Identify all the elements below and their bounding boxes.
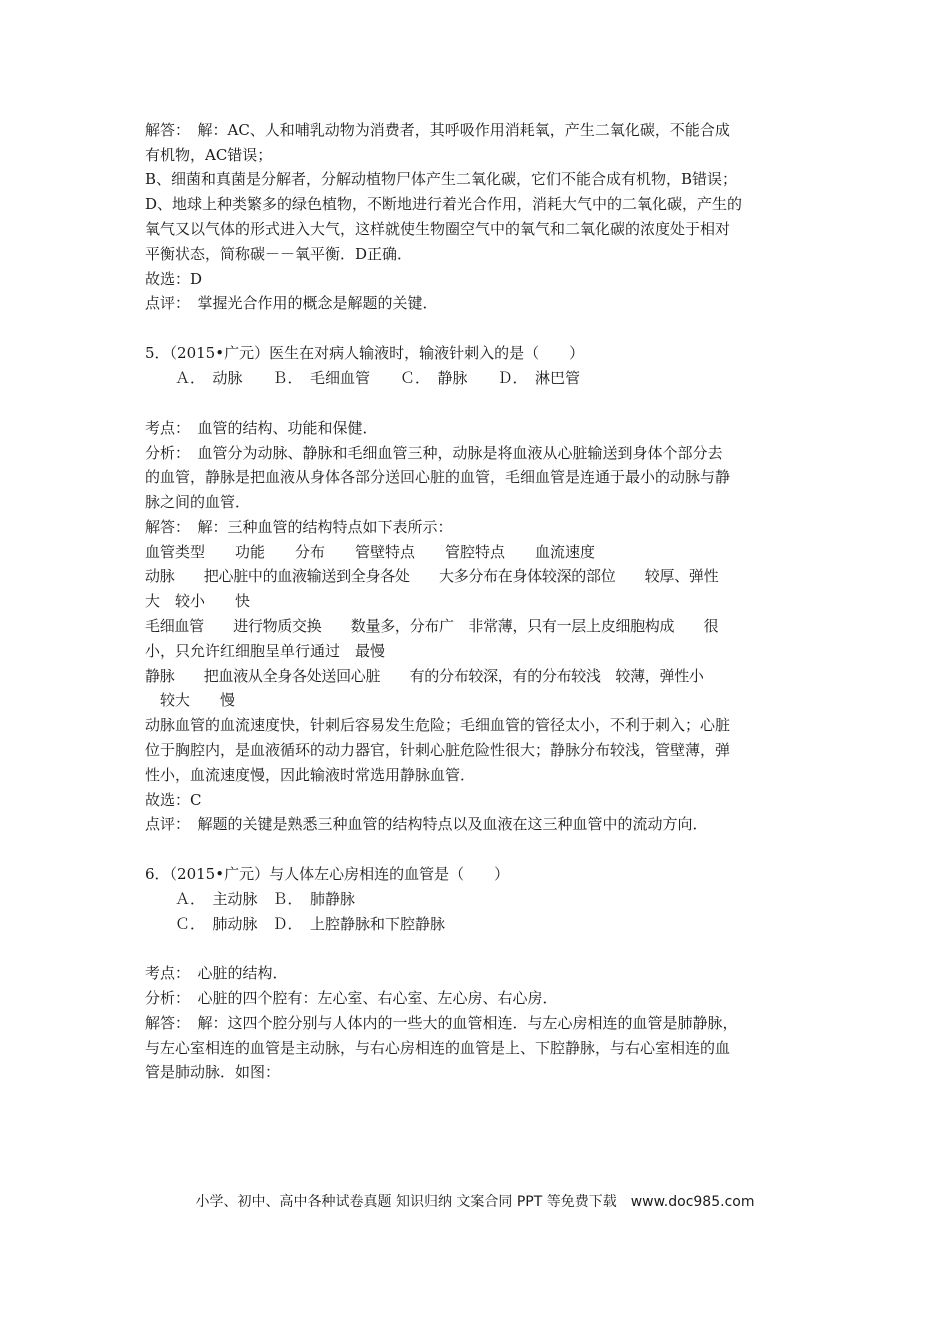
q4-solution-line-1: 解答： 解：AC、人和哺乳动物为消费者，其呼吸作用消耗氧，产生二氧化碳，不能合成 [145,121,730,139]
q4-solution-line-2: 有机物，AC错误； [145,146,273,164]
q5-answer: 故选：C [145,791,202,809]
q4-option-d-line-3: 平衡状态，简称碳－－氧平衡．D正确． [145,245,413,263]
q5-explanation-line-3: 性小，血流速度慢，因此输液时常选用静脉血管． [145,766,476,784]
q6-analysis: 分析： 心脏的四个腔有：左心室、右心室、左心房、右心房． [145,989,558,1007]
q5-table-capillary-line-2: 小，只允许红细胞呈单行通过 最慢 [145,642,386,660]
q5-analysis-line-3: 脉之间的血管． [145,493,251,511]
page-footer: 小学、初中、高中各种试卷真题 知识归纳 文案合同 PPT 等免费下载 www.doc985.com [195,1194,755,1210]
q4-answer: 故选：D [145,270,203,288]
q5-table-vein-line-1: 静脉 把血液从全身各处送回心脏 有的分布较深，有的分布较浅 较薄，弹性小 [145,667,704,685]
q5-solution: 解答： 解：三种血管的结构特点如下表所示： [145,518,453,536]
q5-options: Ａ． 动脉 Ｂ． 毛细血管 Ｃ． 静脉 Ｄ． 淋巴管 [175,369,581,387]
q5-table-artery-line-2: 大 较小 快 [145,592,251,610]
q6-solution-line-2: 与左心室相连的血管是主动脉，与右心房相连的血管是上、下腔静脉，与右心室相连的血 [145,1039,731,1057]
q5-analysis-line-2: 的血管，静脉是把血液从身体各部分送回心脏的血管，毛细血管是连通于最小的动脉与静 [145,468,731,486]
q4-option-d-line-2: 氧气又以气体的形式进入大气，这样就使生物圈空气中的氧气和二氧化碳的浓度处于相对 [145,220,731,238]
q5-kaodian: 考点： 血管的结构、功能和保健． [145,419,378,437]
q5-analysis-line-1: 分析： 血管分为动脉、静脉和毛细血管三种，动脉是将血液从心脏输送到身体个部分去 [145,444,723,462]
q6-solution-line-1: 解答： 解：这四个腔分别与人体内的一些大的血管相连．与左心房相连的血管是肺静脉， [145,1014,738,1032]
q4-comment: 点评： 掌握光合作用的概念是解题的关键． [145,294,438,312]
q5-question: 5．（2015•广元）医生在对病人输液时，输液针刺入的是（ ） [145,344,585,362]
q5-explanation-line-2: 位于胸腔内，是血液循环的动力器官，针刺心脏危险性很大；静脉分布较浅，管壁薄，弹 [145,741,731,759]
q5-comment: 点评： 解题的关键是熟悉三种血管的结构特点以及血液在这三种血管中的流动方向． [145,815,708,833]
q5-table-vein-line-2: 较大 慢 [145,691,236,709]
q6-solution-line-3: 管是肺动脉．如图： [145,1063,281,1081]
q6-options-line-1: Ａ． 主动脉 Ｂ． 肺静脉 [175,890,356,908]
q6-question: 6．（2015•广元）与人体左心房相连的血管是（ ） [145,865,510,883]
q6-kaodian: 考点： 心脏的结构． [145,964,288,982]
q4-option-d-line-1: D、地球上种类繁多的绿色植物，不断地进行着光合作用，消耗大气中的二氧化碳，产生的 [145,195,743,213]
q4-option-b-explanation: B、细菌和真菌是分解者，分解动植物尸体产生二氧化碳，它们不能合成有机物，B错误； [145,170,738,188]
q6-options-line-2: Ｃ． 肺动脉 Ｄ． 上腔静脉和下腔静脉 [175,915,446,933]
q5-table-header: 血管类型 功能 分布 管壁特点 管腔特点 血流速度 [145,543,596,561]
q5-table-artery-line-1: 动脉 把心脏中的血液输送到全身各处 大多分布在身体较深的部位 较厚、弹性 [145,567,719,585]
q5-table-capillary-line-1: 毛细血管 进行物质交换 数量多，分布广 非常薄，只有一层上皮细胞构成 很 [145,617,719,635]
q5-explanation-line-1: 动脉血管的血流速度快，针刺后容易发生危险；毛细血管的管径太小，不利于刺入；心脏 [145,716,731,734]
